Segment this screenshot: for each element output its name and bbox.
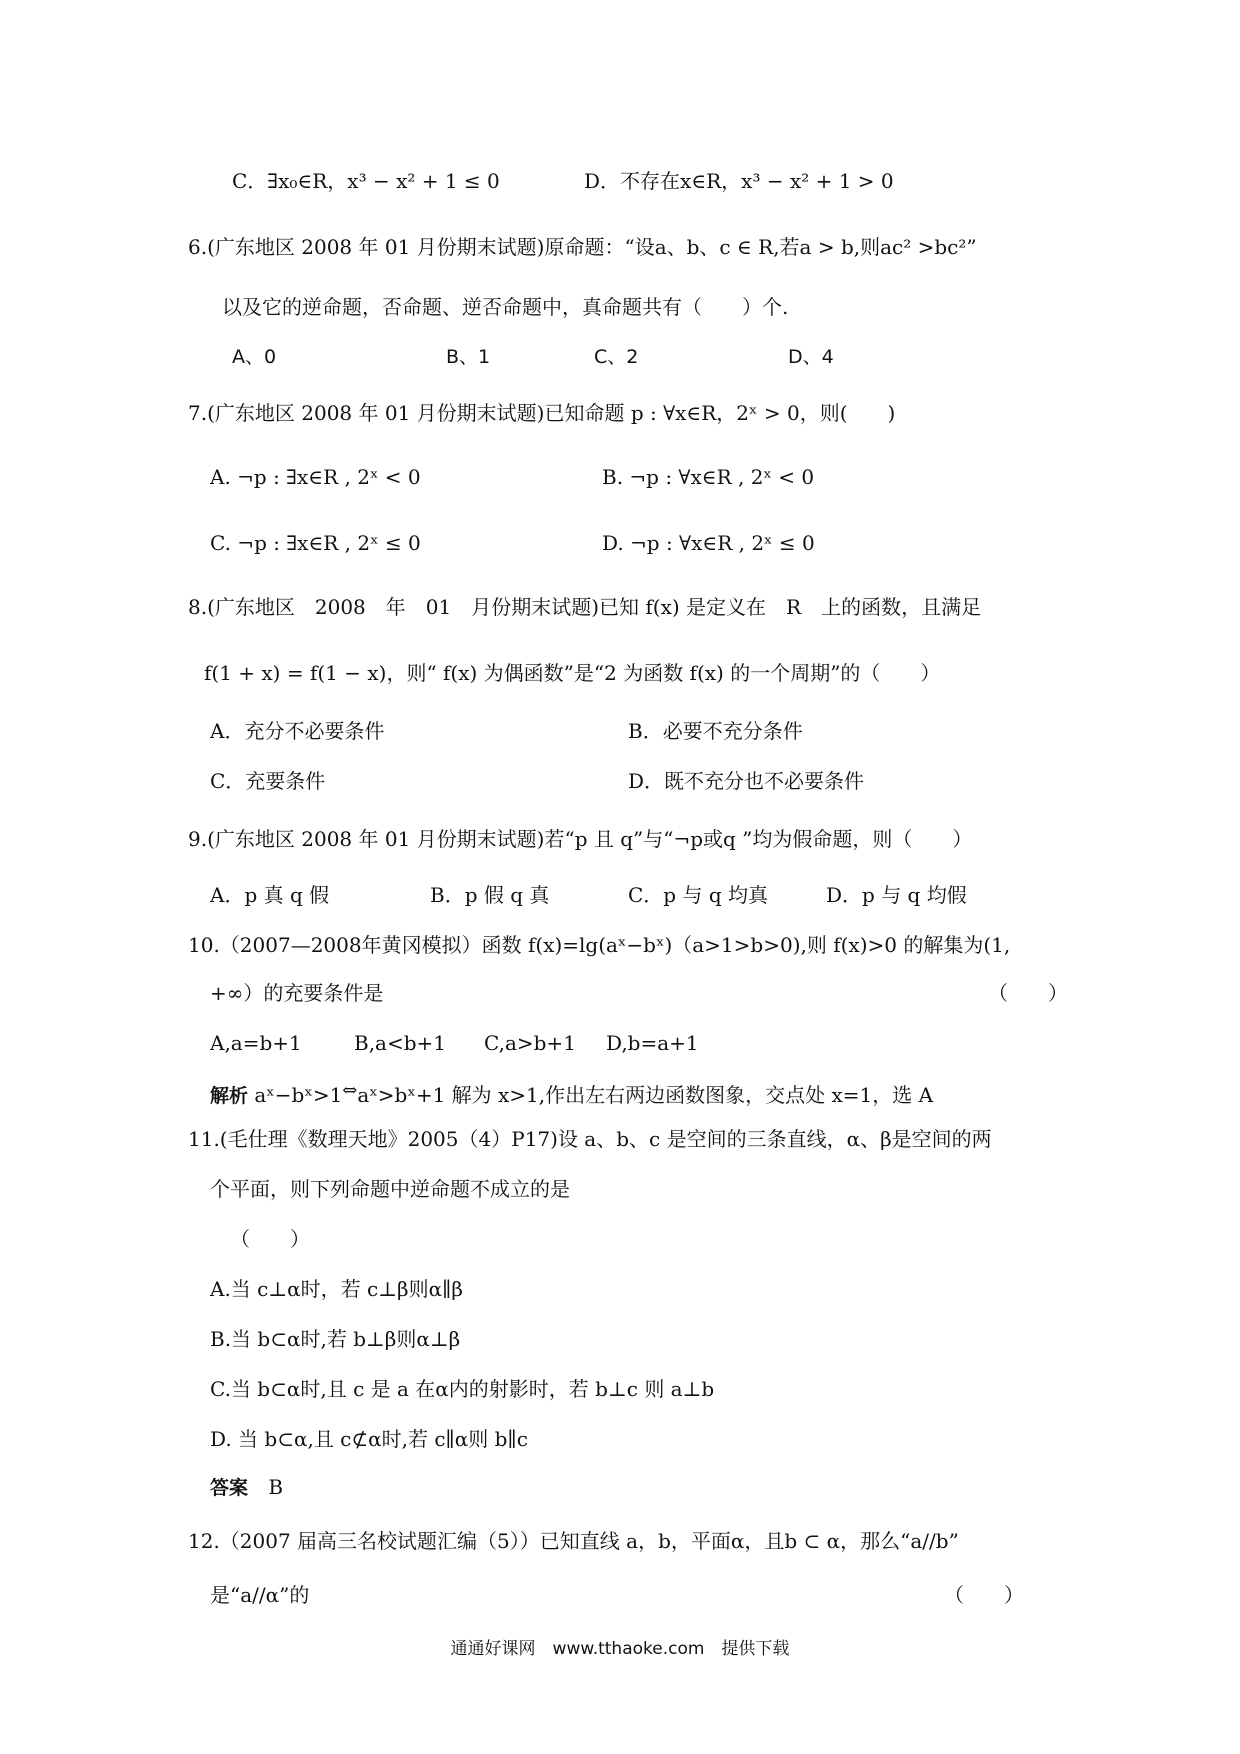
q8-option-c: C．充要条件 [210, 769, 326, 793]
q11-answer-label: 答案 [210, 1477, 249, 1499]
q11-option-a: A.当 c⊥α时，若 c⊥β则α∥β [210, 1277, 463, 1301]
q6-option-c: C、2 [594, 346, 639, 368]
q7-option-d: D. ¬p : ∀x∈R , 2ˣ ≤ 0 [602, 531, 815, 555]
q11-option-d: D. 当 b⊂α,且 c⊄α时,若 c∥α则 b∥c [210, 1427, 528, 1451]
q8-stem-line2: f(1 + x) = f(1 − x)，则“ f(x) 为偶函数”是“2 为函数 f(x) 的一个周期”的（ ） [204, 661, 941, 685]
q5-option-d: D．不存在x∈R，x³ − x² + 1 > 0 [584, 169, 894, 193]
page-footer: 通通好课网 www.tthaoke.com 提供下载 [450, 1639, 790, 1659]
q7-option-c: C. ¬p : ∃x∈R , 2ˣ ≤ 0 [210, 531, 421, 555]
q9-option-d: D．p 与 q 均假 [826, 883, 967, 907]
q6-option-a: A、0 [232, 346, 277, 368]
q10-answer-paren: （ ） [988, 981, 1068, 1005]
q6-stem-line1: 6.(广东地区 2008 年 01 月份期末试题)原命题：“设a、b、c ∈ R,若a > b,则ac² >bc²” [188, 235, 977, 259]
q11-answer-paren: （ ） [230, 1227, 310, 1251]
iff-arrow-icon: ⇔ [342, 1080, 358, 1101]
q5-option-c: C．∃x₀∈R，x³ − x² + 1 ≤ 0 [232, 169, 500, 193]
q10-option-a: A,a=b+1 [210, 1031, 302, 1055]
q10-option-c: C,a>b+1 [484, 1031, 576, 1055]
q12-answer-paren: （ ） [944, 1583, 1024, 1607]
q8-option-a: A．充分不必要条件 [210, 719, 385, 743]
q6-stem-line2: 以及它的逆命题，否命题、逆否命题中，真命题共有（ ）个. [222, 295, 789, 319]
q7-option-b: B. ¬p : ∀x∈R , 2ˣ < 0 [602, 465, 815, 489]
q11-option-b: B.当 b⊂α时,若 b⊥β则α⊥β [210, 1327, 461, 1351]
q9-stem: 9.(广东地区 2008 年 01 月份期末试题)若“p 且 q”与“¬p或q ”均为假命题，则（ ） [188, 827, 973, 851]
q8-stem-line1: 8.(广东地区 2008 年 01 月份期末试题)已知 f(x) 是定义在 R 上的函数，且满足 [188, 595, 982, 619]
q8-option-b: B．必要不充分条件 [628, 719, 803, 743]
q12-stem-line2: 是“a//α”的 [210, 1583, 310, 1607]
q9-option-b: B．p 假 q 真 [430, 883, 550, 907]
q11-option-c: C.当 b⊂α时,且 c 是 a 在α内的射影时，若 b⊥c 则 a⊥b [210, 1377, 715, 1401]
q10-analysis-text1: aˣ−bˣ>1 [254, 1083, 343, 1107]
q9-option-c: C．p 与 q 均真 [628, 883, 768, 907]
q10-stem-line2: +∞）的充要条件是 [210, 981, 384, 1005]
q10-analysis-text2: aˣ>bˣ+1 解为 x>1,作出左右两边函数图象，交点处 x=1，选 A [357, 1083, 934, 1107]
q10-analysis-label: 解析 [210, 1085, 249, 1107]
q6-option-d: D、4 [788, 346, 834, 368]
q6-option-b: B、1 [446, 346, 491, 368]
q8-option-d: D．既不充分也不必要条件 [628, 769, 865, 793]
q11-stem-line2: 个平面，则下列命题中逆命题不成立的是 [210, 1177, 570, 1201]
q11-answer-value: B [268, 1475, 284, 1499]
q9-option-a: A．p 真 q 假 [210, 883, 330, 907]
q10-option-b: B,a<b+1 [354, 1031, 447, 1055]
q10-analysis [210, 1074, 933, 1108]
q7-option-a: A. ¬p : ∃x∈R , 2ˣ < 0 [210, 465, 421, 489]
q12-stem-line1: 12.（2007 届高三名校试题汇编（5））已知直线 a，b，平面α，且b ⊂ α，那么“a//b” [188, 1529, 959, 1553]
q10-option-d: D,b=a+1 [606, 1031, 699, 1055]
q10-stem-line1: 10.（2007—2008年黄冈模拟）函数 f(x)=lg(aˣ−bˣ)（a>1>b>0),则 f(x)>0 的解集为(1, [188, 933, 1011, 957]
q11-answer [210, 1470, 283, 1504]
q7-stem: 7.(广东地区 2008 年 01 月份期末试题)已知命题 p : ∀x∈R，2ˣ > 0，则( ) [188, 401, 896, 425]
q11-stem-line1: 11.(毛仕理《数理天地》2005（4）P17)设 a、b、c 是空间的三条直线，α、β是空间的两 [188, 1127, 992, 1151]
